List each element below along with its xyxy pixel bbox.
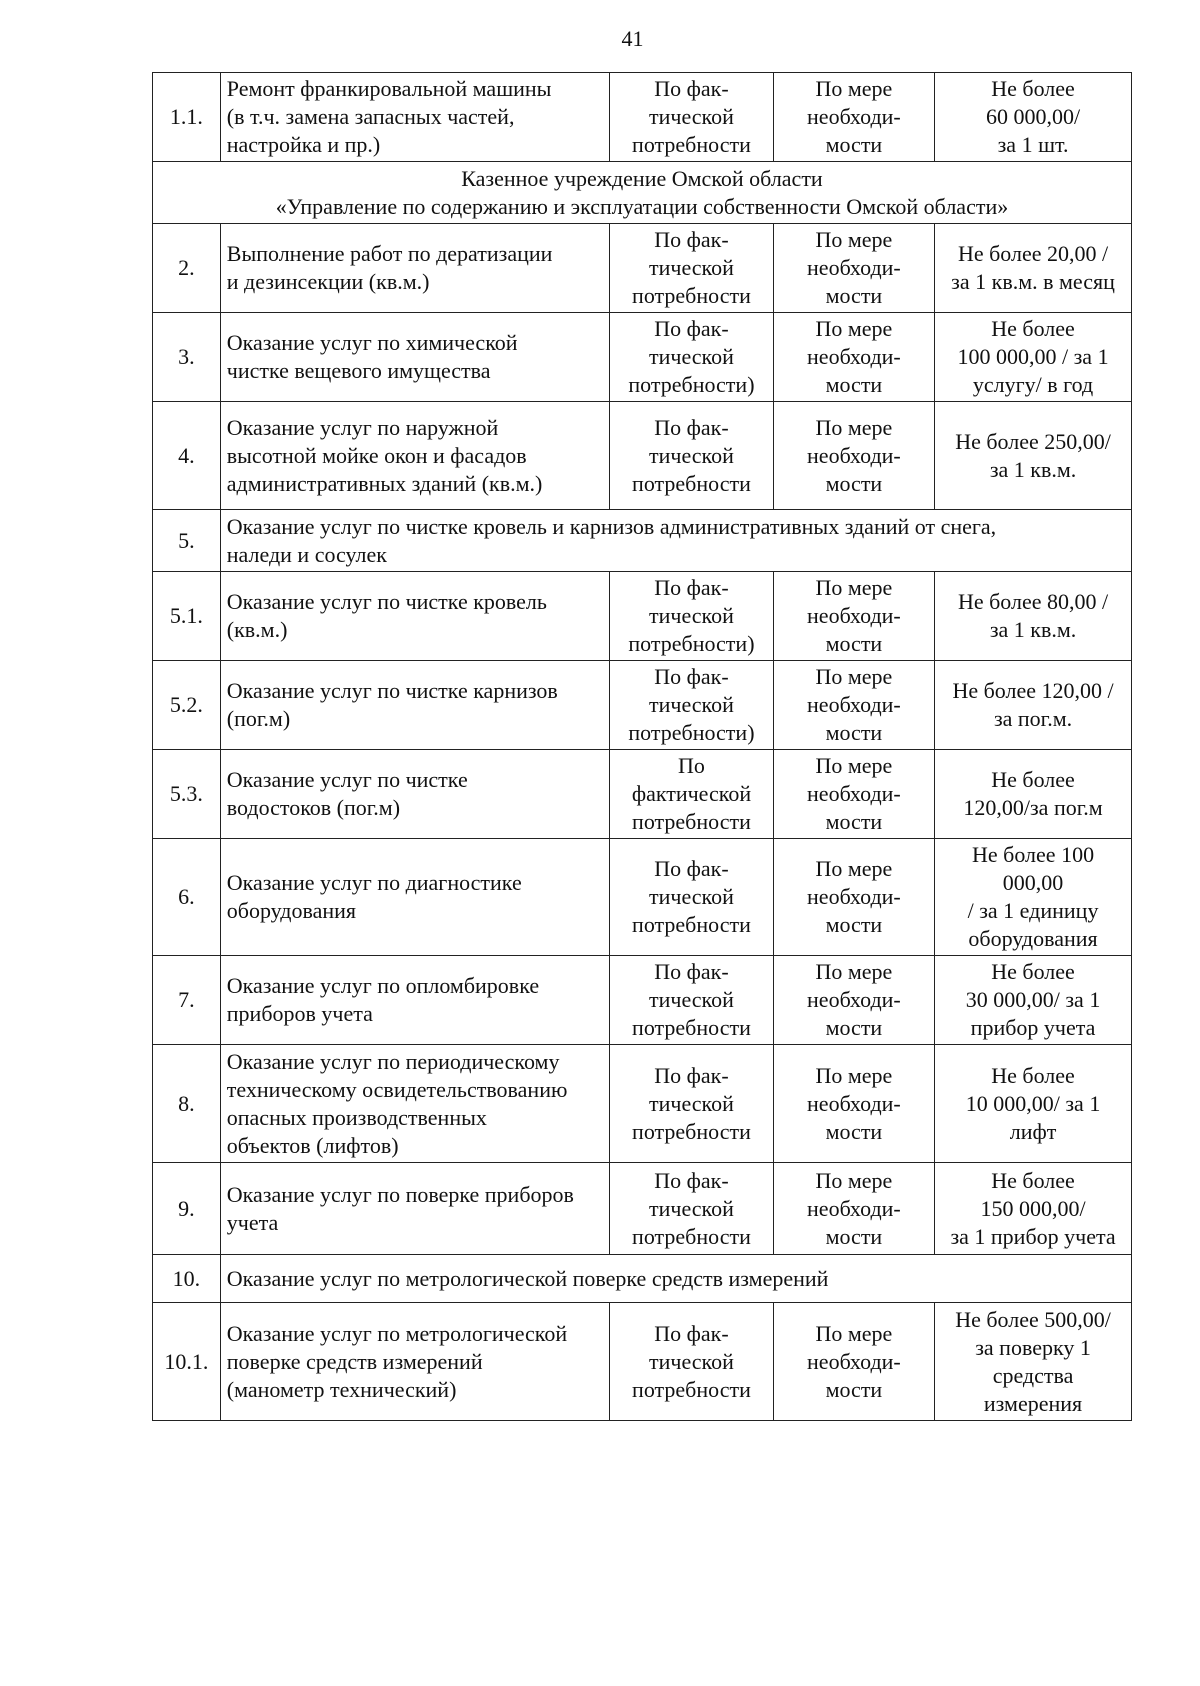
price-cell: Не более 20,00 / за 1 кв.м. в месяц — [935, 224, 1132, 313]
table-row — [153, 73, 1132, 162]
page-number: 41 — [621, 26, 644, 51]
service-name: Выполнение работ по дератизации и дезинсекции (кв.м.) — [220, 224, 609, 313]
quantity-cell: По фак- тической потребности — [610, 402, 774, 510]
frequency-cell: По мере необходи- мости — [773, 224, 934, 313]
price-cell: Не более 60 000,00/ за 1 шт. — [935, 73, 1132, 162]
table-row — [153, 750, 1132, 839]
table-row — [153, 1303, 1132, 1421]
item-number: 5.3. — [153, 750, 221, 839]
service-name: Оказание услуг по диагностике оборудования — [220, 839, 609, 956]
table-row — [153, 661, 1132, 750]
quantity-cell: По фак- тической потребности — [610, 1045, 774, 1163]
service-name: Оказание услуг по наружной высотной мойке окон и фасадов административных зданий (кв.м.) — [220, 402, 609, 510]
service-name: Оказание услуг по чистке карнизов (пог.м) — [220, 661, 609, 750]
service-name: Ремонт франкировальной машины (в т.ч. замена запасных частей, настройка и пр.) — [220, 73, 609, 162]
service-name: Оказание услуг по химической чистке вещевого имущества — [220, 313, 609, 402]
item-number: 7. — [153, 956, 221, 1045]
table-row — [153, 956, 1132, 1045]
item-number: 1.1. — [153, 73, 221, 162]
item-number: 10. — [153, 1255, 221, 1303]
quantity-cell: По фак- тической потребности — [610, 1303, 774, 1421]
frequency-cell: По мере необходи- мости — [773, 313, 934, 402]
quantity-cell: По фак- тической потребности) — [610, 661, 774, 750]
item-number: 5.2. — [153, 661, 221, 750]
frequency-cell: По мере необходи- мости — [773, 402, 934, 510]
table-row — [153, 510, 1132, 572]
service-name: Оказание услуг по метрологической поверке средств измерений (манометр технический) — [220, 1303, 609, 1421]
frequency-cell: По мере необходи- мости — [773, 73, 934, 162]
item-number: 4. — [153, 402, 221, 510]
price-cell: Не более 120,00 / за пог.м. — [935, 661, 1132, 750]
service-name: Оказание услуг по периодическому техническому освидетельствованию опасных производственных объектов (лифтов) — [220, 1045, 609, 1163]
price-cell: Не более 30 000,00/ за 1 прибор учета — [935, 956, 1132, 1045]
price-cell: Не более 80,00 / за 1 кв.м. — [935, 572, 1132, 661]
item-number: 2. — [153, 224, 221, 313]
item-number: 5. — [153, 510, 221, 572]
quantity-cell: По фактической потребности — [610, 750, 774, 839]
frequency-cell: По мере необходи- мости — [773, 1045, 934, 1163]
frequency-cell: По мере необходи- мости — [773, 661, 934, 750]
table-row — [153, 572, 1132, 661]
item-number: 10.1. — [153, 1303, 221, 1421]
quantity-cell: По фак- тической потребности — [610, 839, 774, 956]
table-row — [153, 162, 1132, 224]
table-row — [153, 839, 1132, 956]
group-title: Оказание услуг по метрологической поверке средств измерений — [220, 1255, 1131, 1303]
quantity-cell: По фак- тической потребности) — [610, 313, 774, 402]
item-number: 3. — [153, 313, 221, 402]
frequency-cell: По мере необходи- мости — [773, 839, 934, 956]
service-name: Оказание услуг по чистке кровель (кв.м.) — [220, 572, 609, 661]
service-name: Оказание услуг по чистке водостоков (пог.м) — [220, 750, 609, 839]
item-number: 8. — [153, 1045, 221, 1163]
price-cell: Не более 150 000,00/ за 1 прибор учета — [935, 1163, 1132, 1255]
price-cell: Не более 500,00/ за поверку 1 средства измерения — [935, 1303, 1132, 1421]
price-cell: Не более 250,00/ за 1 кв.м. — [935, 402, 1132, 510]
group-title: Оказание услуг по чистке кровель и карнизов административных зданий от снега, наледи и сосулек — [220, 510, 1131, 572]
frequency-cell: По мере необходи- мости — [773, 750, 934, 839]
price-cell: Не более 100 000,00 / за 1 услугу/ в год — [935, 313, 1132, 402]
service-name: Оказание услуг по поверке приборов учета — [220, 1163, 609, 1255]
price-cell: Не более 100 000,00 / за 1 единицу оборудования — [935, 839, 1132, 956]
section-header: Казенное учреждение Омской области «Управление по содержанию и эксплуатации собственности Омской области» — [153, 162, 1132, 224]
item-number: 9. — [153, 1163, 221, 1255]
frequency-cell: По мере необходи- мости — [773, 572, 934, 661]
table-row — [153, 224, 1132, 313]
table-row — [153, 1163, 1132, 1255]
table-row — [153, 313, 1132, 402]
services-table — [152, 72, 1132, 1421]
frequency-cell: По мере необходи- мости — [773, 1163, 934, 1255]
price-cell: Не более 120,00/за пог.м — [935, 750, 1132, 839]
frequency-cell: По мере необходи- мости — [773, 956, 934, 1045]
table-row — [153, 1255, 1132, 1303]
item-number: 5.1. — [153, 572, 221, 661]
frequency-cell: По мере необходи- мости — [773, 1303, 934, 1421]
price-cell: Не более 10 000,00/ за 1 лифт — [935, 1045, 1132, 1163]
service-name: Оказание услуг по опломбировке приборов учета — [220, 956, 609, 1045]
table-row — [153, 402, 1132, 510]
table-row — [153, 1045, 1132, 1163]
item-number: 6. — [153, 839, 221, 956]
quantity-cell: По фак- тической потребности — [610, 73, 774, 162]
quantity-cell: По фак- тической потребности — [610, 224, 774, 313]
quantity-cell: По фак- тической потребности — [610, 956, 774, 1045]
quantity-cell: По фак- тической потребности) — [610, 572, 774, 661]
quantity-cell: По фак- тической потребности — [610, 1163, 774, 1255]
